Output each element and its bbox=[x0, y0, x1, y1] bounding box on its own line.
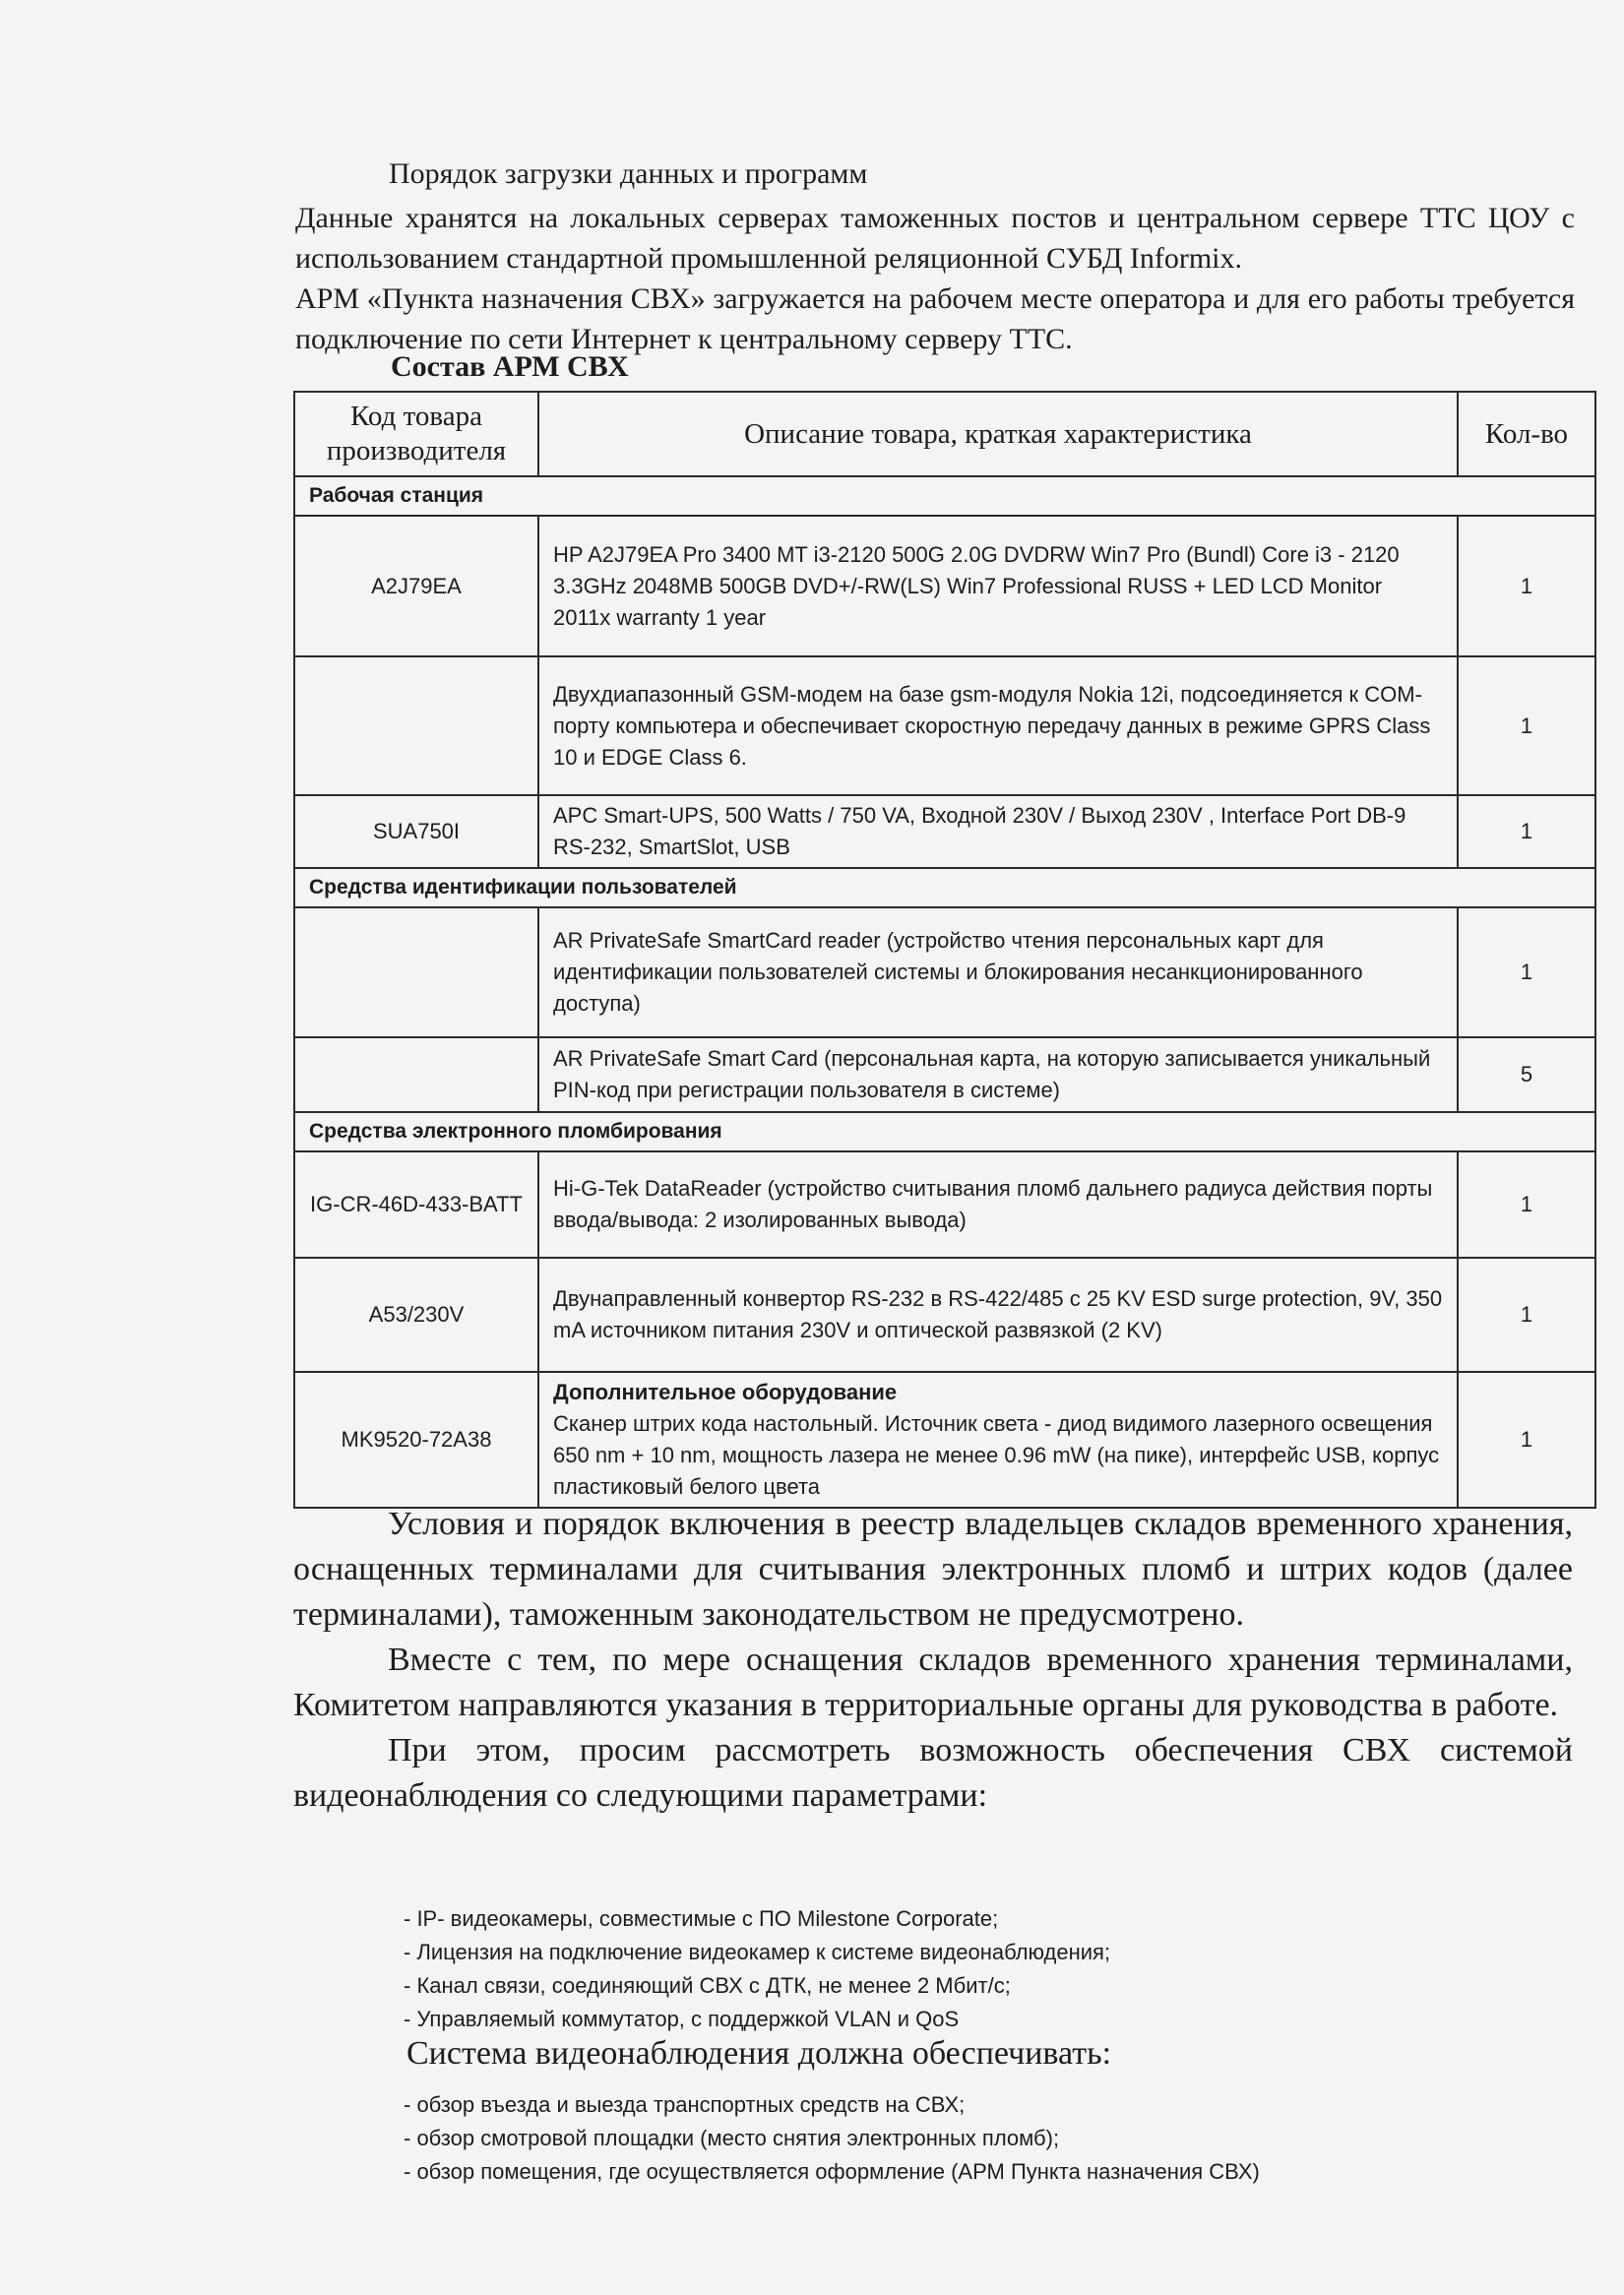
item-quantity: 1 bbox=[1458, 907, 1595, 1037]
list-item: - обзор смотровой площадки (место снятия электронных пломб); bbox=[404, 2126, 1060, 2150]
body-paragraph-2: Вместе с тем, по мере оснащения складов временного хранения терминалами, Комитетом направляются указания в территориальные органы для руководства в работе. bbox=[293, 1642, 1573, 1723]
item-quantity: 1 bbox=[1458, 1258, 1595, 1372]
item-quantity: 1 bbox=[1458, 1372, 1595, 1508]
item-code: MK9520-72A38 bbox=[294, 1372, 538, 1508]
item-description: AR PrivateSafe Smart Card (персональная карта, на которую записывается уникальный PIN-код при регистрации пользователя в системе) bbox=[538, 1037, 1458, 1112]
item-code: A2J79EA bbox=[294, 516, 538, 656]
item-code bbox=[294, 656, 538, 795]
item-quantity: 1 bbox=[1458, 795, 1595, 868]
section-user-identification: Средства идентификации пользователей bbox=[294, 868, 1595, 907]
item-quantity: 1 bbox=[1458, 656, 1595, 795]
section-row bbox=[294, 868, 1595, 907]
table-row bbox=[294, 1258, 1595, 1372]
item-quantity: 5 bbox=[1458, 1037, 1595, 1112]
section-row bbox=[294, 1112, 1595, 1151]
body-paragraph-1: Условия и порядок включения в реестр владельцев складов временного хранения, оснащенных терминалами для считывания электронных пломб и штрих кодов (далее терминалами), таможенным законодательством не предусмотрено. bbox=[293, 1506, 1573, 1633]
table-row bbox=[294, 656, 1595, 795]
header-quantity: Кол-во bbox=[1458, 392, 1595, 476]
section-row bbox=[294, 476, 1595, 516]
list-item: - обзор въезда и выезда транспортных средств на СВХ; bbox=[404, 2092, 966, 2117]
item-description: Двунаправленный конвертор RS-232 в RS-422/485 с 25 KV ESD surge protection, 9V, 350 mA источником питания 230V и оптической развязкой (2 KV) bbox=[538, 1258, 1458, 1372]
item-description bbox=[538, 1372, 1458, 1508]
table-title: Состав АРМ СВХ bbox=[391, 350, 629, 383]
table-row bbox=[294, 1037, 1595, 1112]
intro-text bbox=[295, 198, 1575, 359]
table-row bbox=[294, 907, 1595, 1037]
body-text bbox=[293, 1502, 1573, 1819]
item-description: Двухдиапазонный GSM-модем на базе gsm-модуля Nokia 12i, подсоединяется к COM-порту компьютера и обеспечивает скоростную передачу данных в режиме GPRS Class 10 и EDGE Class 6. bbox=[538, 656, 1458, 795]
item-quantity: 1 bbox=[1458, 1151, 1595, 1258]
item-code: A53/230V bbox=[294, 1258, 538, 1372]
item-description-text: Сканер штрих кода настольный. Источник света - диод видимого лазерного освещения 650 nm + 10 nm, мощность лазера не менее 0.96 mW (на пике), интерфейс USB, корпус пластиковый белого цвета bbox=[553, 1411, 1440, 1499]
item-description-title: Дополнительное оборудование bbox=[553, 1380, 898, 1404]
header-description: Описание товара, краткая характеристика bbox=[538, 392, 1458, 476]
list-item: - Управляемый коммутатор, с поддержкой VLAN и QoS bbox=[404, 2007, 960, 2031]
video-requirements-title: Система видеонаблюдения должна обеспечивать: bbox=[406, 2035, 1112, 2072]
item-quantity: 1 bbox=[1458, 516, 1595, 656]
item-code: SUA750I bbox=[294, 795, 538, 868]
item-description: Hi-G-Tek DataReader (устройство считывания пломб дальнего радиуса действия порты ввода/вывода: 2 изолированных вывода) bbox=[538, 1151, 1458, 1258]
item-description: AR PrivateSafe SmartCard reader (устройство чтения персональных карт для идентификации пользователей системы и блокирования несанкционированного доступа) bbox=[538, 907, 1458, 1037]
list-item: - IP- видеокамеры, совместимые с ПО Milestone Corporate; bbox=[404, 1906, 999, 1931]
item-description: HP A2J79EA Pro 3400 MT i3-2120 500G 2.0G DVDRW Win7 Pro (Bundl) Core i3 - 2120 3.3GHz 2048MB 500GB DVD+/-RW(LS) Win7 Professional RUSS + LED LCD Monitor 2011x warranty 1 year bbox=[538, 516, 1458, 656]
video-parameters-list bbox=[404, 1902, 1110, 2036]
table-row bbox=[294, 795, 1595, 868]
table-row bbox=[294, 516, 1595, 656]
table-row bbox=[294, 1372, 1595, 1508]
intro-paragraph-2: АРМ «Пункта назначения СВХ» загружается на рабочем месте оператора и для его работы требуется подключение по сети Интернет к центральному серверу ТТС. bbox=[295, 282, 1575, 355]
table-header-row bbox=[294, 392, 1595, 476]
list-item: - Канал связи, соединяющий СВХ с ДТК, не менее 2 Мбит/с; bbox=[404, 1973, 1011, 1998]
header-code: Код товара производителя bbox=[294, 392, 538, 476]
item-code: IG-CR-46D-433-BATT bbox=[294, 1151, 538, 1258]
list-item: - обзор помещения, где осуществляется оформление (АРМ Пункта назначения СВХ) bbox=[404, 2159, 1260, 2184]
equipment-table bbox=[293, 391, 1596, 1509]
video-requirements-list bbox=[404, 2088, 1260, 2189]
item-code bbox=[294, 907, 538, 1037]
list-item: - Лицензия на подключение видеокамер к системе видеонаблюдения; bbox=[404, 1940, 1111, 1964]
item-description: APC Smart-UPS, 500 Watts / 750 VA, Входной 230V / Выход 230V , Interface Port DB-9 RS-232, SmartSlot, USB bbox=[538, 795, 1458, 868]
table-row bbox=[294, 1151, 1595, 1258]
section-electronic-sealing: Средства электронного пломбирования bbox=[294, 1112, 1595, 1151]
intro-paragraph-1: Данные хранятся на локальных серверах таможенных постов и центральном сервере ТТС ЦОУ с использованием стандартной промышленной реляционной СУБД Informix. bbox=[295, 202, 1575, 275]
item-code bbox=[294, 1037, 538, 1112]
section-workstation: Рабочая станция bbox=[294, 476, 1595, 516]
section-title-loading: Порядок загрузки данных и программ bbox=[389, 157, 868, 190]
body-paragraph-3: При этом, просим рассмотреть возможность обеспечения СВХ системой видеонаблюдения со следующими параметрами: bbox=[293, 1732, 1573, 1814]
